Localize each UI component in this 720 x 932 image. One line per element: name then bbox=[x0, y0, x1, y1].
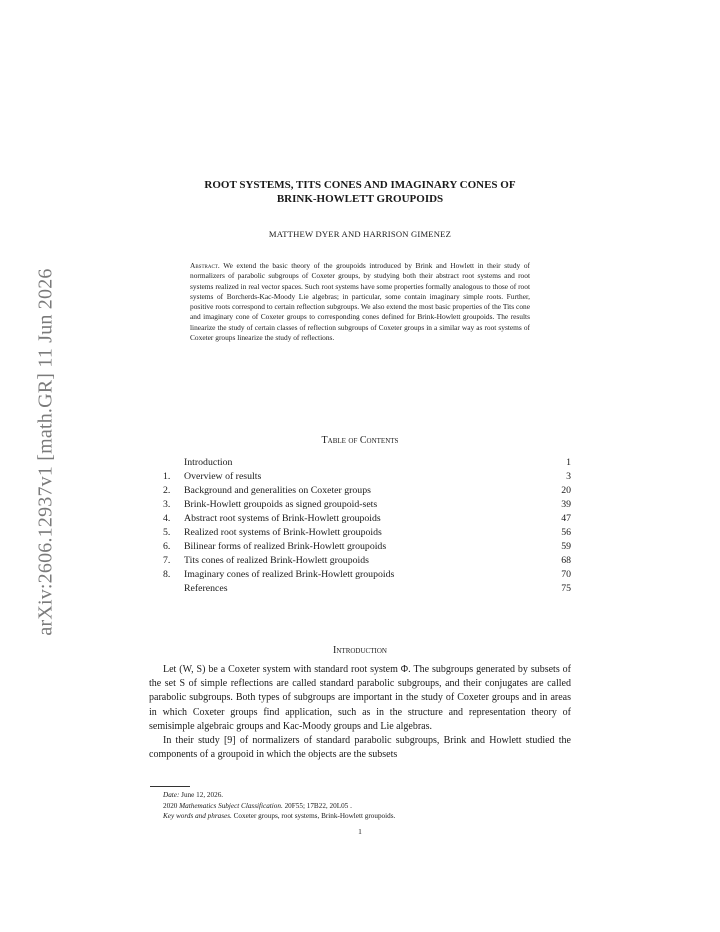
introduction-paragraph-1: Let (W, S) be a Coxeter system with standard root system Φ. The subgroups generated by subsets of the set S of simple reflections are called standard parabolic subgroups, and their conjugates are called parabolic subgroups. Both types of subgroups are important in the study of Coxeter groups and in areas in which Coxeter groups find application, such as in the structure and representation theory of semisimple algebraic groups and Kac-Moody groups and Lie algebras. bbox=[149, 664, 571, 732]
toc-entry-page: 68 bbox=[561, 555, 571, 566]
toc-entry-page: 56 bbox=[561, 527, 571, 538]
toc-entry-title: Background and generalities on Coxeter groups bbox=[184, 485, 371, 496]
toc-entry-page: 75 bbox=[561, 583, 571, 594]
toc-entry-title: Realized root systems of Brink-Howlett groupoids bbox=[184, 527, 382, 538]
toc-entry[interactable] bbox=[163, 498, 571, 512]
keywords-label: Key words and phrases. bbox=[163, 812, 232, 821]
toc-entry[interactable] bbox=[163, 456, 571, 470]
footnote-keywords bbox=[163, 811, 563, 822]
footnotes bbox=[163, 790, 563, 822]
toc-entry-page: 47 bbox=[561, 513, 571, 524]
date-label: Date: bbox=[163, 791, 180, 799]
footnote-date bbox=[163, 790, 563, 801]
toc-entry-page: 70 bbox=[561, 569, 571, 580]
toc-entry-title: References bbox=[184, 583, 228, 594]
introduction-heading: Introduction bbox=[333, 645, 387, 656]
toc-entry[interactable] bbox=[163, 568, 571, 582]
toc-entry-title: Introduction bbox=[184, 457, 233, 468]
toc-entry-number: 8. bbox=[163, 569, 171, 580]
toc-entry-page: 3 bbox=[566, 471, 571, 482]
toc-entry[interactable] bbox=[163, 484, 571, 498]
abstract-label: Abstract. bbox=[190, 261, 220, 270]
footnote-rule bbox=[150, 786, 190, 787]
page-number: 1 bbox=[358, 827, 362, 836]
toc-entry[interactable] bbox=[163, 512, 571, 526]
abstract bbox=[190, 261, 530, 343]
abstract-text: We extend the basic theory of the groupoids introduced by Brink and Howlett in their study of normalizers of parabolic subgroups of Coxeter groups, by studying both their abstract root systems and root systems realized in real vector spaces. Such root systems have some properties formally analogous to those of root systems of Borcherds-Kac-Moody Lie algebras; in particular, some contain imaginary simple roots. Further, positive roots correspond to certain reflection subgroups. We also extend the most basic properties of the Tits cone and imaginary cone of Coxeter groups to corresponding cones defined for Brink-Howlett groupoids. The results linearize the study of certain classes of reflection subgroups of Coxeter groups in a similar way as root systems of Coxeter groups linearize the study of reflections. bbox=[190, 261, 530, 343]
toc-entry[interactable] bbox=[163, 470, 571, 484]
toc-heading: Table of Contents bbox=[321, 435, 399, 446]
toc-entry-number: 3. bbox=[163, 499, 171, 510]
toc-entry-title: Tits cones of realized Brink-Howlett groupoids bbox=[184, 555, 369, 566]
toc-entry-title: Bilinear forms of realized Brink-Howlett groupoids bbox=[184, 541, 387, 552]
paper-title bbox=[150, 178, 570, 206]
toc-entry-title: Brink-Howlett groupoids as signed groupoid-sets bbox=[184, 499, 378, 510]
toc-entry[interactable] bbox=[163, 540, 571, 554]
toc-entry-number: 1. bbox=[163, 471, 171, 482]
title-line-1: ROOT SYSTEMS, TITS CONES AND IMAGINARY CONES OF bbox=[204, 179, 516, 191]
toc-entry-page: 59 bbox=[561, 541, 571, 552]
toc-entry-number: 6. bbox=[163, 541, 171, 552]
introduction-body bbox=[149, 663, 571, 762]
footnote-msc bbox=[163, 801, 563, 812]
toc-entry-page: 1 bbox=[566, 457, 571, 468]
toc-entry-title: Overview of results bbox=[184, 471, 262, 482]
introduction-paragraph-2: In their study [9] of normalizers of standard parabolic subgroups, Brink and Howlett studied the components of a groupoid in which the objects are the subsets bbox=[149, 735, 571, 761]
toc-entry-page: 20 bbox=[561, 485, 571, 496]
toc-entry-number: 5. bbox=[163, 527, 171, 538]
toc-entry[interactable] bbox=[163, 526, 571, 540]
arxiv-identifier-stamp: arXiv:2606.12937v1 [math.GR] 11 Jun 2026 bbox=[34, 268, 57, 636]
toc-entry-number: 4. bbox=[163, 513, 171, 524]
table-of-contents bbox=[163, 456, 571, 596]
toc-entry-number: 2. bbox=[163, 485, 171, 496]
toc-entry[interactable] bbox=[163, 554, 571, 568]
title-line-2: BRINK-HOWLETT GROUPOIDS bbox=[276, 193, 444, 205]
toc-entry-title: Abstract root systems of Brink-Howlett groupoids bbox=[184, 513, 381, 524]
toc-entry-page: 39 bbox=[561, 499, 571, 510]
toc-entry-number: 7. bbox=[163, 555, 171, 566]
msc-value: 20F55; 17B22, 20L05 . bbox=[284, 801, 352, 810]
msc-label: Mathematics Subject Classification. bbox=[179, 801, 283, 810]
authors: MATTHEW DYER AND HARRISON GIMENEZ bbox=[268, 229, 452, 239]
toc-entry[interactable] bbox=[163, 582, 571, 596]
keywords-value: Coxeter groups, root systems, Brink-Howlett groupoids. bbox=[233, 812, 396, 821]
date-value: June 12, 2026. bbox=[181, 791, 224, 799]
msc-prefix: 2020 bbox=[163, 801, 178, 810]
toc-entry-title: Imaginary cones of realized Brink-Howlett groupoids bbox=[184, 569, 395, 580]
